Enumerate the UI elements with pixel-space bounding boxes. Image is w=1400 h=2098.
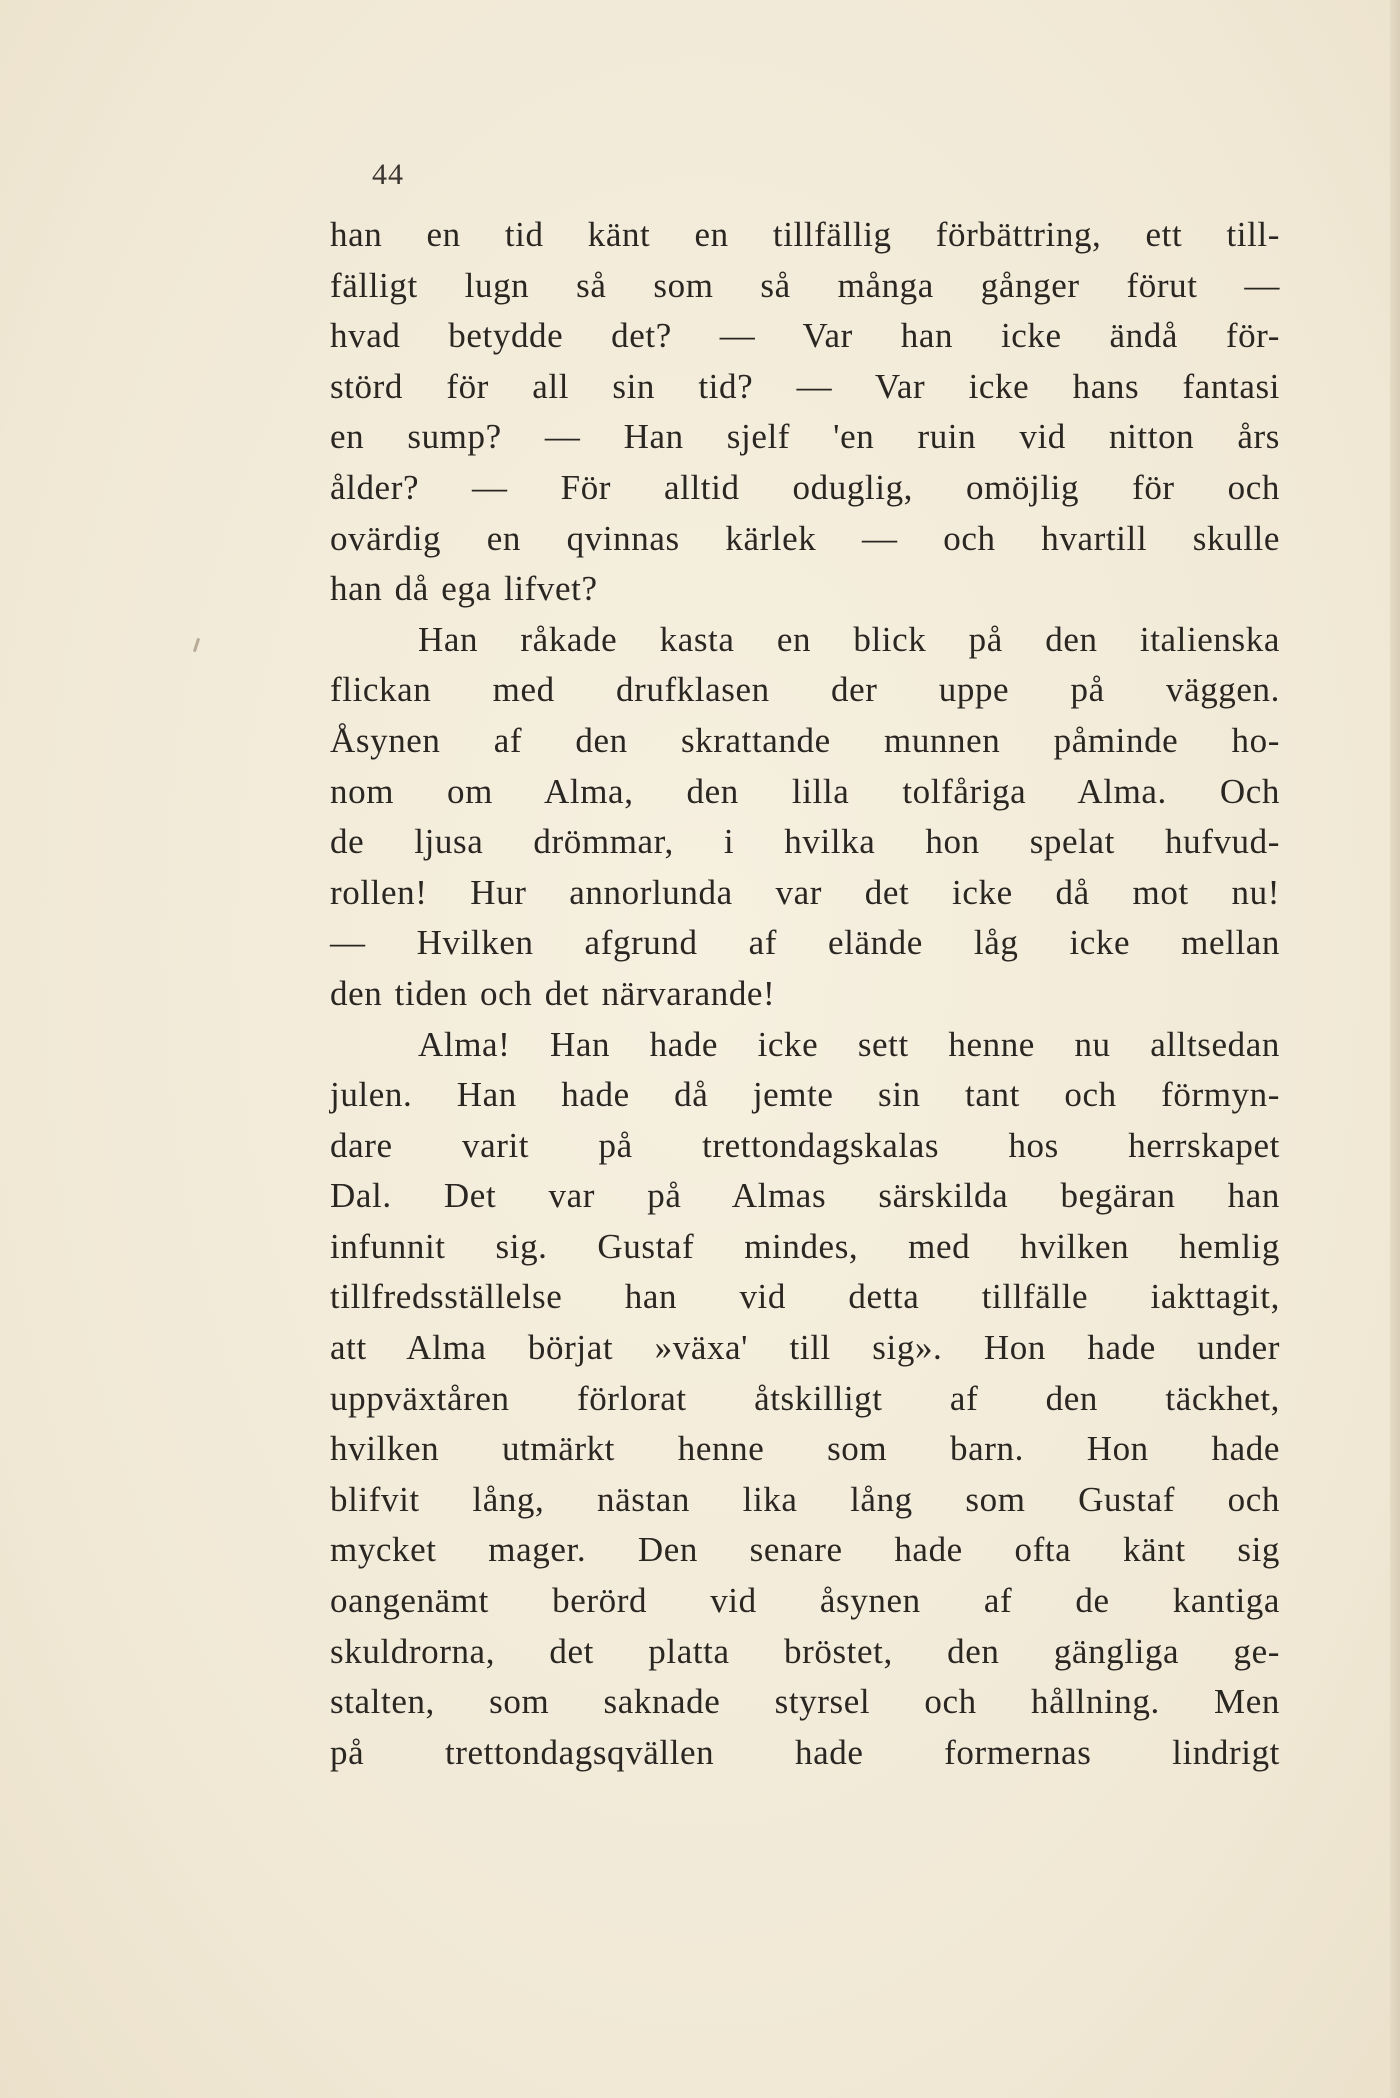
text-line: en sump? — Han sjelf 'en ruin vid nitton års bbox=[330, 417, 1280, 457]
text-line: blifvit lång, nästan lika lång som Gustaf och bbox=[330, 1479, 1280, 1519]
text-line: Alma! Han hade icke sett henne nu alltsedan bbox=[418, 1024, 1280, 1064]
text-line: nom om Alma, den lilla tolfåriga Alma. Och bbox=[330, 771, 1280, 811]
text-line: Åsynen af den skrattande munnen påminde ho- bbox=[330, 720, 1280, 760]
text-line: uppväxtåren förlorat åtskilligt af den täckhet, bbox=[330, 1378, 1280, 1418]
text-line: flickan med drufklasen der uppe på väggen. bbox=[330, 670, 1280, 710]
text-line: han då ega lifvet? bbox=[330, 569, 598, 609]
text-line: han en tid känt en tillfällig förbättring, ett till- bbox=[330, 215, 1280, 254]
stray-ink-mark bbox=[193, 638, 200, 652]
page-number: 44 bbox=[372, 158, 404, 191]
text-line: dare varit på trettondagskalas hos herrskapet bbox=[330, 1125, 1280, 1165]
text-line: störd för all sin tid? — Var icke hans fantasi bbox=[330, 366, 1280, 406]
text-line: stalten, som saknade styrsel och hållning. Men bbox=[330, 1682, 1280, 1722]
text-line: Han råkade kasta en blick på den italienska bbox=[418, 619, 1280, 659]
text-line: — Hvilken afgrund af elände låg icke mellan bbox=[330, 923, 1280, 963]
text-line: på trettondagsqvällen hade formernas lindrigt bbox=[330, 1732, 1280, 1772]
text-line: ålder? — För alltid oduglig, omöjlig för och bbox=[330, 467, 1280, 507]
text-line: de ljusa drömmar, i hvilka hon spelat hufvud- bbox=[330, 822, 1280, 862]
text-line: tillfredsställelse han vid detta tillfälle iakttagit, bbox=[330, 1277, 1280, 1317]
text-line: ovärdig en qvinnas kärlek — och hvartill skulle bbox=[330, 518, 1280, 558]
text-line: fälligt lugn så som så många gånger förut — bbox=[330, 265, 1280, 305]
text-line: den tiden och det närvarande! bbox=[330, 973, 776, 1013]
text-line: hvilken utmärkt henne som barn. Hon hade bbox=[330, 1429, 1280, 1469]
page-edge bbox=[1390, 0, 1400, 2098]
text-line: mycket mager. Den senare hade ofta känt sig bbox=[330, 1530, 1280, 1570]
text-line: infunnit sig. Gustaf mindes, med hvilken hemlig bbox=[330, 1226, 1280, 1266]
text-line: oangenämt berörd vid åsynen af de kantiga bbox=[330, 1581, 1280, 1621]
text-line: att Alma börjat »växa' till sig». Hon hade under bbox=[330, 1328, 1280, 1368]
text-line: Dal. Det var på Almas särskilda begäran han bbox=[330, 1176, 1280, 1216]
text-line: julen. Han hade då jemte sin tant och förmyn- bbox=[330, 1075, 1280, 1115]
body-text bbox=[330, 210, 1280, 1778]
text-line: skuldrorna, det platta bröstet, den gängliga ge- bbox=[330, 1631, 1280, 1671]
text-line: hvad betydde det? — Var han icke ändå för- bbox=[330, 316, 1280, 356]
text-line: rollen! Hur annorlunda var det icke då mot nu! bbox=[330, 872, 1280, 912]
